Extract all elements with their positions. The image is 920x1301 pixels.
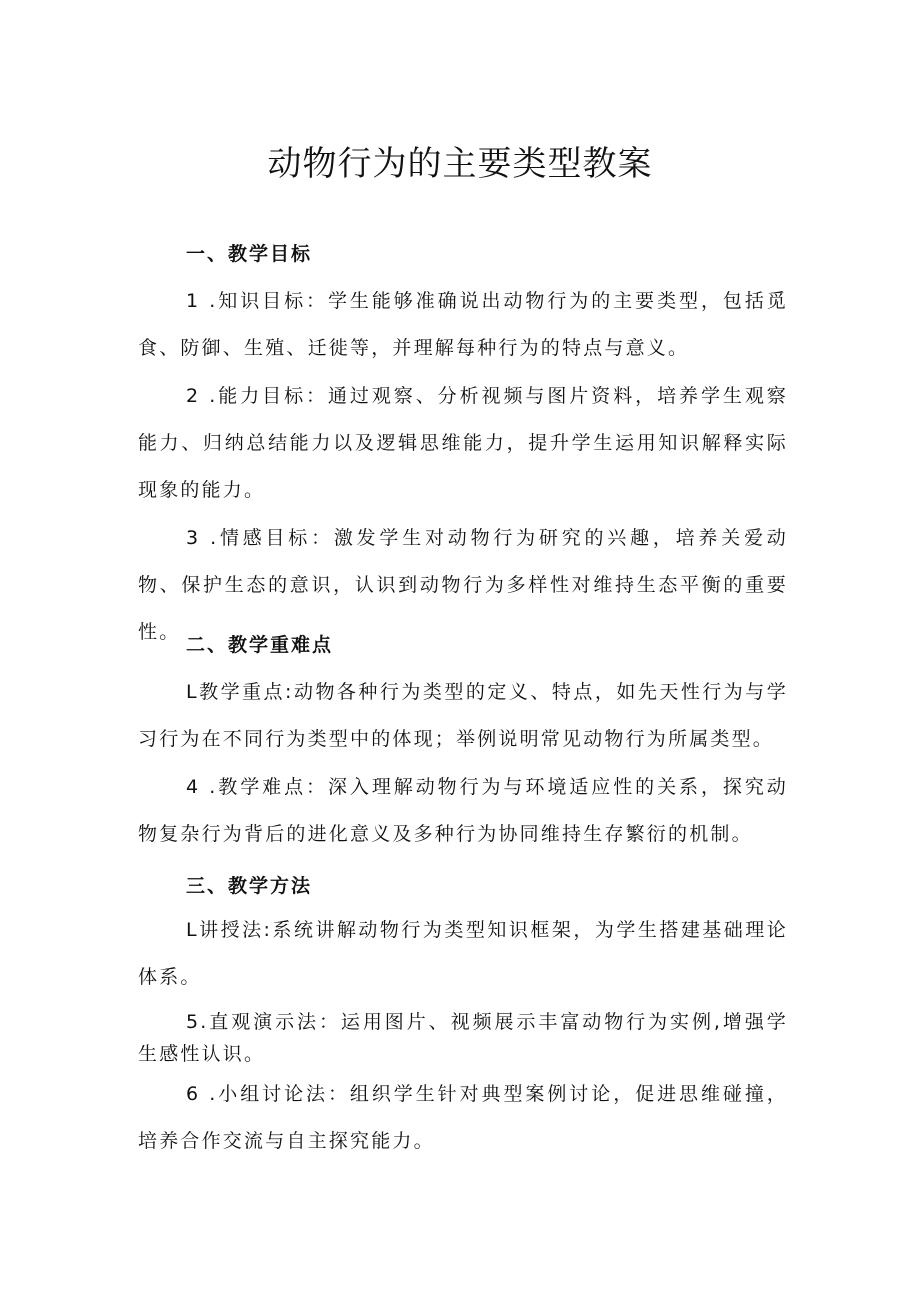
paragraph-emotion-objective: 3 .情感目标：激发学生对动物行为研究的兴趣，培养关爱动物、保护生态的意识，认识到动物行为多样性对维持生态平衡的重要性。 xyxy=(138,527,788,643)
paragraph-teaching-difficulty: 4 .教学难点：深入理解动物行为与环境适应性的关系，探究动物复杂行为背后的进化意义及多种行为协同维持生存繁衍的机制。 xyxy=(138,776,788,845)
section-heading-methods: 三、教学方法 xyxy=(186,875,313,897)
paragraph-knowledge-objective: 1 .知识目标：学生能够准确说出动物行为的主要类型，包括觅食、防御、生殖、迁徙等，并理解每种行为的特点与意义。 xyxy=(138,290,788,359)
document-title: 动物行为的主要类型教案 xyxy=(267,144,653,184)
section-heading-objectives: 一、教学目标 xyxy=(186,243,313,265)
paragraph-lecture-method: L讲授法:系统讲解动物行为类型知识框架，为学生搭建基础理论体系。 xyxy=(138,919,788,988)
paragraph-group-discussion-method: 6 .小组讨论法：组织学生针对典型案例讨论，促进思维碰撞，培养合作交流与自主探究能力。 xyxy=(138,1083,788,1152)
paragraph-teaching-focus: L教学重点:动物各种行为类型的定义、特点，如先天性行为与学习行为在不同行为类型中的体现；举例说明常见动物行为所属类型。 xyxy=(138,681,788,750)
section-heading-key-points: 二、教学重难点 xyxy=(186,634,334,656)
paragraph-ability-objective: 2 .能力目标：通过观察、分析视频与图片资料，培养学生观察能力、归纳总结能力以及逻辑思维能力，提升学生运用知识解释实际现象的能力。 xyxy=(138,385,788,501)
paragraph-demonstration-method: 5.直观演示法：运用图片、视频展示丰富动物行为实例,增强学生感性认识。 xyxy=(138,1011,788,1065)
